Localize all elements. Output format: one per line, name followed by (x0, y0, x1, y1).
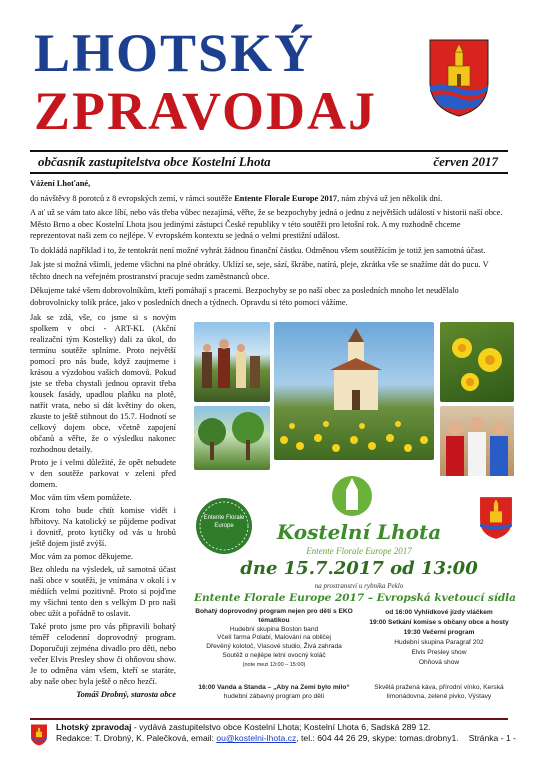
poster-banner: Entente Florale Europe 2017 – Evropská kvetoucí sídla (194, 592, 516, 604)
contest-name: Entente Florale Europe 2017 (234, 193, 338, 203)
footer-coat-of-arms-icon (30, 724, 48, 746)
footer-publication-name: Lhotský zpravodaj (56, 722, 132, 732)
poster-venue: na prostranství u rybníka Peklo (314, 582, 404, 590)
left-program-item: (note mezi 13:00 – 15:00) (242, 661, 306, 668)
masthead-subtitle: občasník zastupitelstva obce Kostelní Lhota (38, 154, 271, 169)
intro-paragraph-5: Děkujeme také všem dobrovolníkům, kteří pomáhají s pracemi. Bezpochyby se po naší obec za posledních mnoho let neudělalo dobrovolnicky tolik práce, jako v posledních dnech a týdnech. Opravdu si této pomoci vážíme. (30, 286, 459, 307)
column-paragraph-7: Také proto jsme pro vás připravili bohatý téměř celodenní doprovodný program. Doporučuji zejména divadlo pro děti, nebo večer Elvis Presley show či ohňovou show. Je to odměna vám všem, kteří se staráte, aby naše obec byla ještě o něco hezčí. (30, 622, 176, 686)
footer (56, 722, 516, 744)
left-program-item: Hudební skupina Boston band (229, 625, 319, 633)
column-paragraph-6: Bez ohledu na výsledek, už samotná účast naší obce v soutěži, je vnímána v okolí i v médiích velmi pozitivně. Proto si pojďme my všichni tento den s velkým D pro naši obec užít a pořádně to oslavit. (30, 565, 176, 618)
intro-paragraph-1 (30, 193, 508, 205)
intro-paragraph-2: A ať už se vám tato akce líbí, nebo vás třeba vůbec nezajímá, věřte, že se bezpochyby jedná o jednu z největších událostí v historii naší obce. Město Brno a obec Kostelní Lhota jsou jedinými zástupci České republiky v této soutěži pro letošní rok. A my rozhodně chceme reprezentovat naši zem co nejlépe. V evropském kontextu se jedná o velmi prestižní událost. (30, 208, 503, 240)
right-program-item: 19:30 Večerní program (403, 629, 475, 636)
intro-paragraph-4: Jak jste si možná všimli, jedeme všichni na plné obrátky. Uklízí se, seje, sází, škrábe, natírá, pleje, zkrátka vše se snažíme dát do pucu. V těchto dnech na veřejném prostranství pracuje sedm zaměstnanců obce. (30, 260, 489, 281)
left-program-item: Včelí farma Polabí, Malování na obličej (217, 634, 331, 642)
issue-date: červen 2017 (433, 154, 498, 169)
left-bottom-a: 16:00 Vanda a Standa – „Aby na Zemi bylo milo“ (198, 684, 350, 691)
greeting: Vážení Lhoťané, (30, 179, 91, 188)
poster-title: Kostelní Lhota (276, 520, 442, 544)
intro-text (30, 178, 508, 311)
village-coat-of-arms-icon (478, 496, 514, 540)
photo-festival-dancers (194, 322, 270, 402)
footer-line-2 (56, 733, 516, 744)
right-program-item: Ohňová show (418, 659, 460, 666)
right-program-item: Hudební skupina Paragraf 202 (394, 639, 484, 646)
footer-publisher: - vydává zastupitelstvo obce Kostelní Lhota; Kostelní Lhota 6, Sadská 289 12. (131, 722, 431, 732)
left-bottom-b: hudební zábavný program pro děti (223, 692, 325, 700)
poster-date: dne 15.7.2017 od 13:00 (240, 558, 478, 579)
poster-right-program (362, 608, 516, 668)
event-poster (194, 476, 516, 714)
column-paragraph-2: Proto je i velmi důležité, že opět nebudete v den soutěže parkovat v zeleni před domem. (30, 458, 176, 489)
left-column-text (30, 312, 176, 702)
poster-subtitle: Entente Florale Europe 2017 (306, 546, 412, 556)
right-program-item: 19:00 Setkání komise s občany obce a hosty (369, 619, 509, 626)
poster-left-bottom (194, 684, 354, 702)
column-paragraph-5: Moc vám za pomoc děkujeme. (30, 552, 134, 561)
left-program-item: Dřevěný kolotoč, Vlasové studio, Živá zahrada (206, 643, 342, 651)
column-paragraph-3: Moc vám tím všem pomůžete. (30, 493, 132, 502)
village-logo-icon (324, 472, 380, 516)
photo-church-tulips (274, 322, 434, 460)
subtitle-bar (30, 150, 508, 174)
footer-line-1 (56, 722, 516, 733)
coat-of-arms-icon (428, 38, 490, 118)
left-program-item: Soutěž o nejlépe letní ovocný koláč (222, 651, 326, 659)
masthead-title-line1: LHOTSKÝ (34, 23, 316, 83)
photo-folk-costumes (440, 406, 514, 486)
intro-p1-c: , nám zbývá už jen několik dní. (337, 193, 443, 203)
footer-rule (30, 718, 508, 720)
left-program-heading: Bohatý doprovodný program nejen pro děti s EKO tématikou (195, 608, 353, 624)
page-number: Stránka - 1 - (468, 733, 516, 743)
photo-park-trees (194, 406, 270, 470)
footer-contacts: , tel.: 604 44 26 29, skype: tomas.drobny1. (296, 733, 459, 743)
photo-daffodils (440, 322, 514, 402)
column-paragraph-1: Jak se zdá, vše, co jsme si s novým spolkem v obci - ART-KL (Akční realizační tým Kostelky) dali za úkol, do termínu soutěže splníme. Proto největší pomocí pro nás bude, když zaujmeme i krásou a výzdobou vašich domovů. Pokud jste se třeba chystali jednou opravit třeba kousek fasády, upadlou plaňku na plotě, natřít vrata, nebo si dát květiny do oken, zkuste to ještě stihnout do 15.7. Hodnotí se celkový dojem obce, včetně zapojení občanů a věřte, že o výsledku nakonec rozhodnou detaily. (30, 313, 176, 454)
intro-paragraph-3: To dokládá například i to, že tentokrát není možné vyhrát žádnou finanční částku. Odměnou všem soutěžícím je totiž jen samotná účast. (30, 245, 486, 255)
right-program-item: Elvis Presley show (411, 649, 467, 656)
masthead-title-line2: ZPRAVODAJ (34, 81, 377, 141)
poster-left-program (194, 608, 354, 670)
poster-right-bottom: Skvělá pražená káva, přírodní vínko, Kerská limonádovna, zelené pivko, Výstavy (374, 684, 504, 700)
badge-text: Entente Florale Europe (203, 515, 245, 529)
column-paragraph-4: Krom toho bude chtít komise vidět i hřbitovy. Na katolický se půjdeme podívat i dovnitř, proto kytičky od vás u hrobů ještě dojem jistě zvýší. (30, 506, 176, 548)
email-link[interactable]: ou@kostelni-lhota.cz (216, 733, 297, 743)
footer-editors: Redakce: T. Drobný, K. Palečková, email: (56, 733, 217, 743)
intro-p1-a: do návštěvy 8 porotců z 8 evropských zemí, v rámci soutěže (30, 193, 235, 203)
signature: Tomáš Drobný, starosta obce (76, 690, 176, 699)
right-program-item: od 16:00 Vyhlídkové jízdy vláčkem (385, 609, 493, 616)
